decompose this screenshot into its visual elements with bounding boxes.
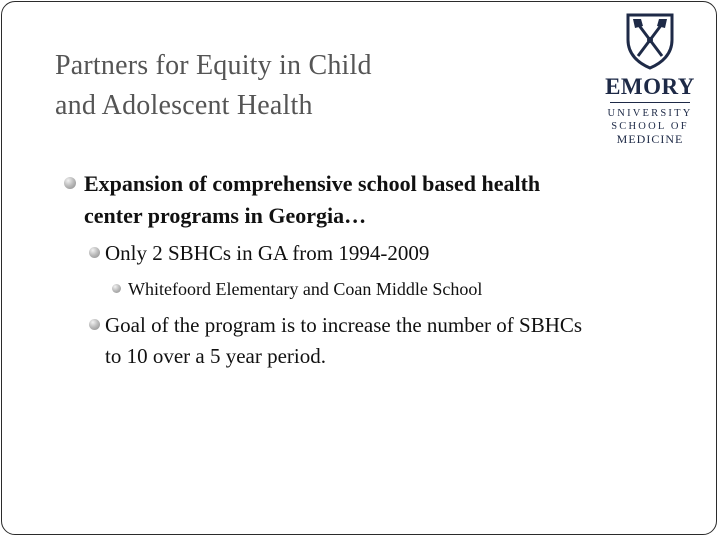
logo-medicine: MEDICINE bbox=[616, 132, 684, 146]
bullet-line: center programs in Georgia… bbox=[84, 203, 367, 228]
bullet-line: to 10 over a 5 year period. bbox=[105, 344, 327, 368]
slide-title bbox=[55, 46, 475, 126]
emory-logo bbox=[600, 12, 700, 146]
bullet-level2-goal bbox=[105, 310, 695, 372]
logo-rule bbox=[610, 102, 690, 103]
shield-torch-icon bbox=[624, 12, 676, 70]
bullet-line: Expansion of comprehensive school based health bbox=[84, 171, 541, 196]
bullet-dot-icon bbox=[112, 284, 121, 293]
bullet-level1-expansion bbox=[84, 168, 684, 232]
bullet-dot-icon bbox=[64, 177, 76, 189]
bullet-line: Goal of the program is to increase the number of SBHCs bbox=[105, 313, 583, 337]
bullet-dot-icon bbox=[89, 247, 100, 258]
bullet-level2-sbhcs: Only 2 SBHCs in GA from 1994-2009 bbox=[105, 241, 430, 265]
title-line-1: Partners for Equity in Child bbox=[55, 50, 372, 81]
bullet-dot-icon bbox=[89, 319, 100, 330]
title-line-2: and Adolescent Health bbox=[55, 90, 313, 121]
logo-wordmark: EMORY bbox=[605, 74, 695, 99]
logo-school-of: SCHOOL OF bbox=[611, 121, 689, 132]
logo-university: UNIVERSITY bbox=[607, 108, 693, 119]
bullet-level3-schools: Whitefoord Elementary and Coan Middle School bbox=[128, 279, 483, 299]
